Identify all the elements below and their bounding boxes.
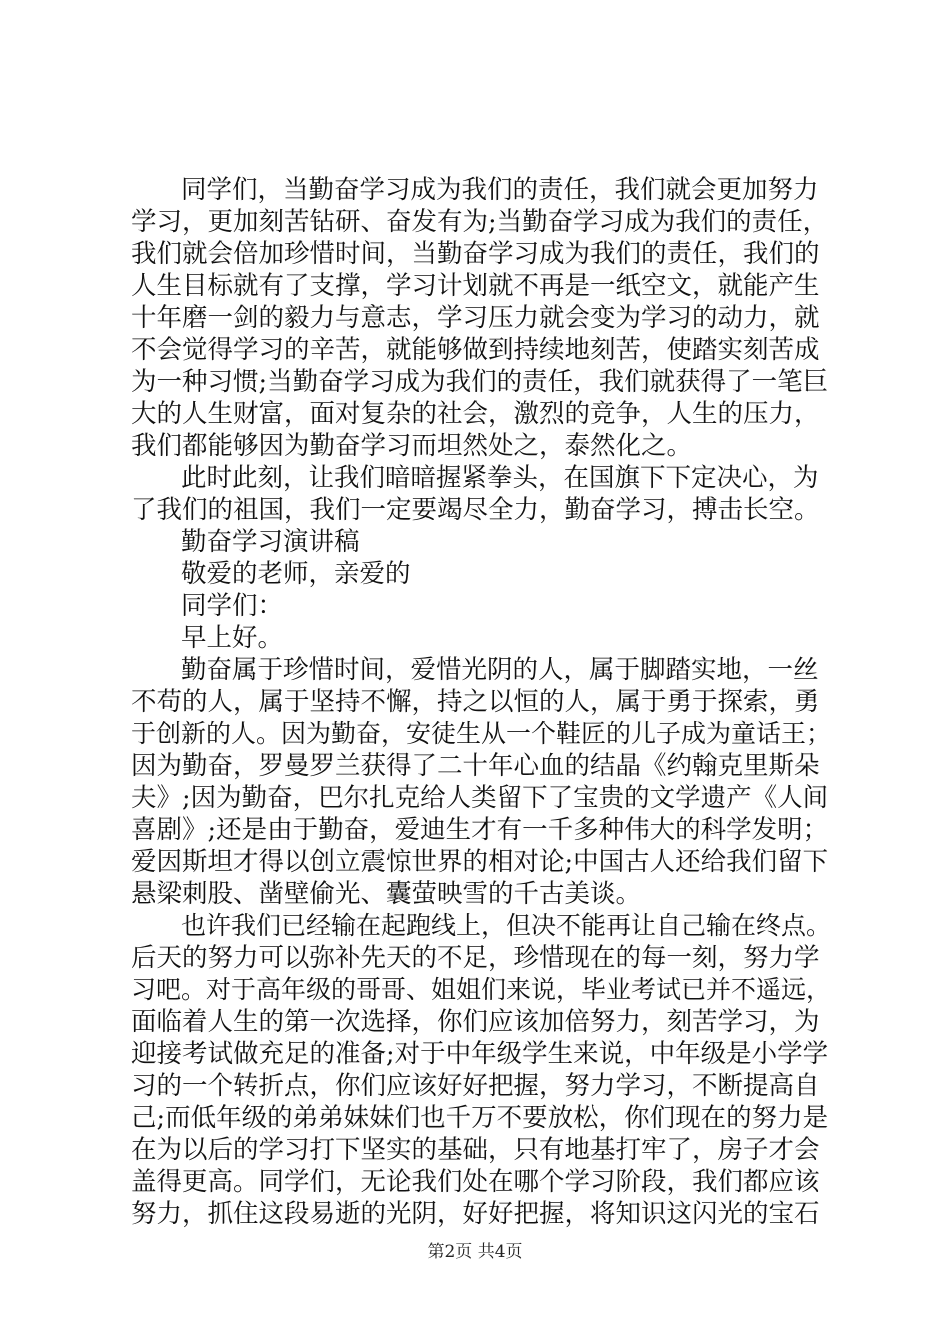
- text-line: 习吧。对于高年级的哥哥、姐姐们来说，毕业考试已并不遥远，: [131, 975, 832, 1004]
- text-line: 面临着人生的第一次选择，你们应该加倍努力，刻苦学习，为: [131, 1007, 820, 1037]
- speech-title: 勤奋学习演讲稿: [181, 527, 360, 557]
- text-line: 夫》;因为勤奋，巴尔扎克给人类留下了宝贵的文学遗产《人间: [131, 783, 829, 813]
- text-line: 不苟的人，属于坚持不懈，持之以恒的人，属于勇于探索，勇: [131, 687, 820, 717]
- text-line: 此时此刻，让我们暗暗握紧拳头，在国旗下下定决心，为: [181, 463, 819, 493]
- text-line: 喜剧》;还是由于勤奋，爱迪生才有一千多种伟大的科学发明；: [131, 815, 829, 845]
- document-body: [131, 174, 831, 1230]
- text-line: 人生目标就有了支撑，学习计划就不再是一纸空文，就能产生: [131, 271, 820, 301]
- text-line: 后天的努力可以弥补先天的不足，珍惜现在的每一刻，努力学: [131, 943, 820, 973]
- text-line: 迎接考试做充足的准备;对于中年级学生来说，中年级是小学学: [131, 1039, 829, 1069]
- salutation-line: 同学们：: [181, 591, 284, 621]
- salutation-line: 敬爱的老师，亲爱的: [181, 559, 411, 589]
- text-line: 悬梁刺股、凿壁偷光、囊萤映雪的千古美谈。: [131, 879, 642, 909]
- text-line: 努力，抓住这段易逝的光阴，好好把握，将知识这闪光的宝石: [131, 1199, 820, 1229]
- text-line: 勤奋属于珍惜时间，爱惜光阴的人，属于脚踏实地，一丝: [181, 655, 819, 685]
- text-line: 不会觉得学习的辛苦，就能够做到持续地刻苦，使踏实刻苦成: [131, 335, 820, 365]
- page-number-footer: 第2页 共4页: [427, 1242, 523, 1262]
- text-line: 爱因斯坦才得以创立震惊世界的相对论;中国古人还给我们留下: [131, 847, 829, 877]
- text-line: 同学们，当勤奋学习成为我们的责任，我们就会更加努力: [181, 175, 819, 205]
- text-line: 大的人生财富，面对复杂的社会，激烈的竞争，人生的压力，: [131, 399, 820, 429]
- text-line: 己;而低年级的弟弟妹妹们也千万不要放松，你们现在的努力是: [131, 1103, 829, 1133]
- text-line: 也许我们已经输在起跑线上，但决不能再让自己输在终点。: [181, 911, 832, 940]
- text-line: 在为以后的学习打下坚实的基础，只有地基打牢了，房子才会: [131, 1135, 820, 1165]
- text-line: 了我们的祖国，我们一定要竭尽全力，勤奋学习，搏击长空。: [131, 495, 820, 525]
- text-line: 盖得更高。同学们，无论我们处在哪个学习阶段，我们都应该: [131, 1167, 820, 1197]
- text-line: 于创新的人。因为勤奋，安徒生从一个鞋匠的儿子成为童话王；: [131, 719, 832, 748]
- text-line: 习的一个转折点，你们应该好好把握，努力学习，不断提高自: [131, 1071, 820, 1101]
- text-line: 因为勤奋，罗曼罗兰获得了二十年心血的结晶《约翰克里斯朵: [131, 751, 820, 781]
- text-line: 十年磨一剑的毅力与意志，学习压力就会变为学习的动力，就: [131, 303, 820, 333]
- greeting-line: 早上好。: [181, 623, 284, 653]
- text-line: 学习，更加刻苦钻研、奋发有为;当勤奋学习成为我们的责任，: [131, 207, 829, 237]
- text-line: 我们就会倍加珍惜时间，当勤奋学习成为我们的责任，我们的: [131, 239, 820, 269]
- text-line: 我们都能够因为勤奋学习而坦然处之，泰然化之。: [131, 431, 693, 461]
- text-line: 为一种习惯;当勤奋学习成为我们的责任，我们就获得了一笔巨: [131, 367, 829, 397]
